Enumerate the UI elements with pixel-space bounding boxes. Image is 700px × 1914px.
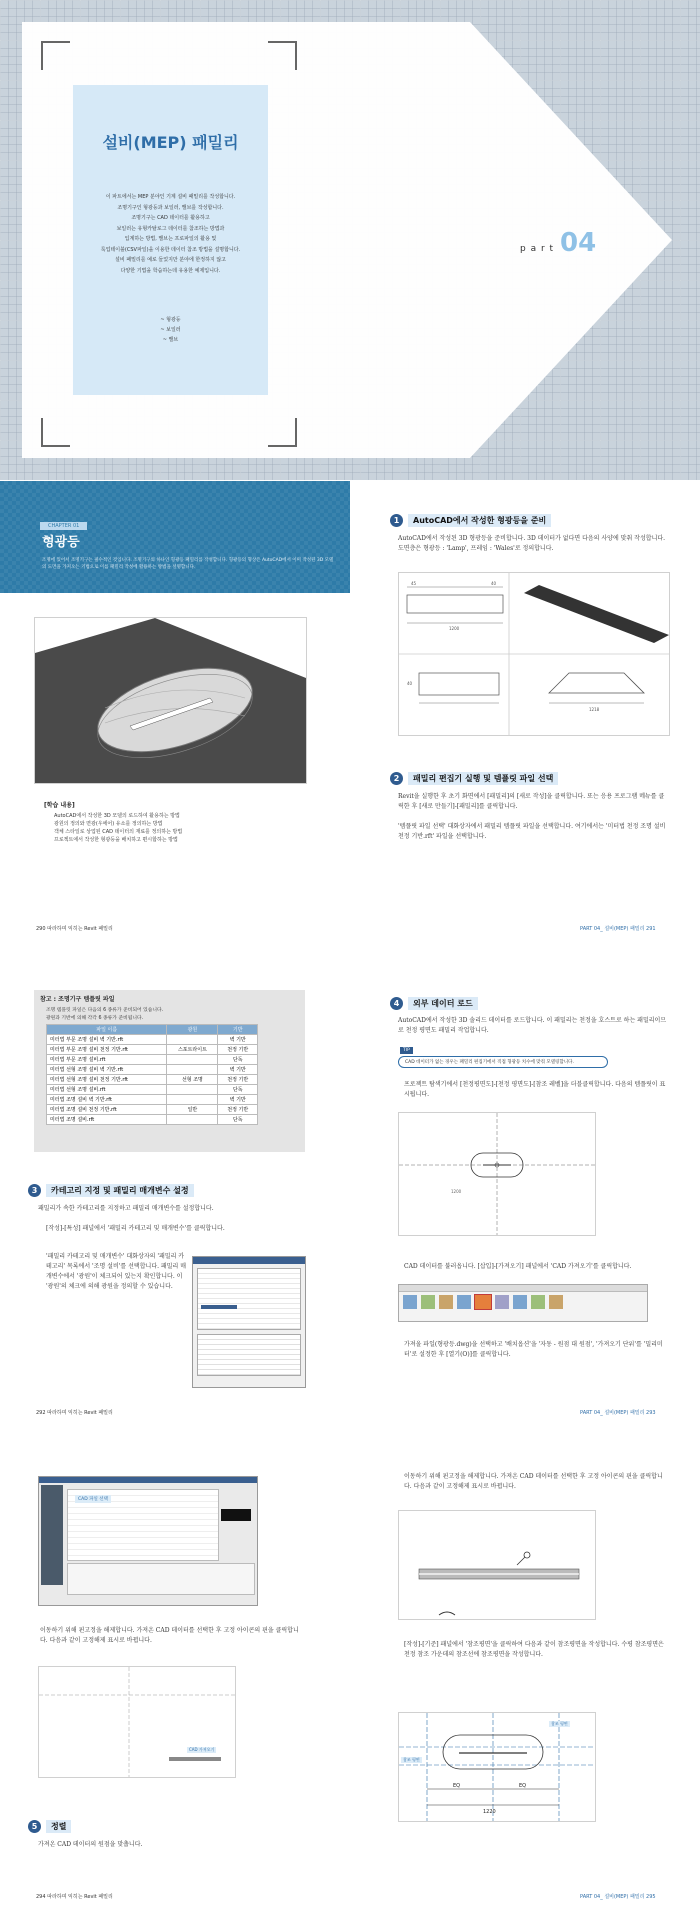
- figure-category-dialog: [192, 1256, 306, 1388]
- lamp-orthographic-drawings: [399, 573, 669, 735]
- table-cell: [167, 1115, 218, 1125]
- cad-file-callout: CAD 파일 선택: [75, 1495, 111, 1503]
- cover-intro-line: 다양한 기법을 학습하는데 유용한 예제입니다.: [120, 267, 221, 274]
- table-row: [47, 1045, 258, 1055]
- table-row: [47, 1115, 258, 1125]
- cover-bullet: ~ 밸브: [162, 337, 179, 343]
- table-row: [47, 1055, 258, 1065]
- ribbon-icon: [531, 1295, 545, 1309]
- learning-item: 객체 스타일로 상업된 CAD 데이터의 재료를 정의하는 방법: [54, 829, 183, 835]
- table-row: [47, 1085, 258, 1095]
- dialog-titlebar: [193, 1257, 305, 1264]
- table-cell: 벽 기반: [218, 1065, 258, 1075]
- dim-text: 1200: [449, 626, 460, 631]
- table-row: [47, 1105, 258, 1115]
- table-cell: 미터법 선형 조명 설비 벽 기반.rft: [47, 1065, 167, 1075]
- dialog-list-selected: [201, 1305, 237, 1309]
- cover-intro-line: 룩업테이블(CSV파일)을 이용한 데이터 참조 방법을 설명합니다.: [100, 246, 241, 253]
- section-4-body-4: 가져올 파일(형광등.dwg)을 선택하고 '배치옵션'을 '자동 - 원점 대 원점', '가져오기 단위'를 '밀리미터'로 설정한 후 [열기(O)]를 클릭합니다.: [404, 1341, 663, 1358]
- table-cell: 미터법 조명 설비 천정 기반.rft: [47, 1105, 167, 1115]
- table-cell: 천정 기반: [218, 1045, 258, 1055]
- section-number: 4: [390, 997, 403, 1010]
- ribbon-icon: [549, 1295, 563, 1309]
- section-title: 카테고리 지정 및 패밀리 매개변수 설정: [46, 1184, 194, 1197]
- table-cell: 미터법 부문 조명 설비 벽 기반.rft: [47, 1035, 167, 1045]
- dim-text: 40: [407, 681, 413, 686]
- table-cell: [167, 1085, 218, 1095]
- table-header: 파일 이름: [47, 1025, 167, 1035]
- ref-plane-callout: 참조 평면: [551, 1721, 568, 1726]
- lamp-3d-drawing: [35, 618, 306, 783]
- table-cell: 단독: [218, 1115, 258, 1125]
- table-cell: 천정 기반: [218, 1075, 258, 1085]
- footer-293: PART 04_ 설비(MEP) 패밀리 293: [580, 1410, 656, 1416]
- cover-intro-line: 조명기구는 CAD 데이터를 활용하고: [131, 215, 210, 221]
- table-cell: [167, 1065, 218, 1075]
- table-header: 기반: [218, 1025, 258, 1035]
- section-number: 3: [28, 1184, 41, 1197]
- ribbon-icon: [513, 1295, 527, 1309]
- table-cell: 미터법 부문 조명 설비.rft: [47, 1055, 167, 1065]
- cover-intro-line: 보일러는 유형카탈로그 데이터를 참조하는 방법과: [116, 225, 225, 232]
- section-4-body-5: [40, 1626, 306, 1646]
- tip-box: CAD 데이터가 없는 경우는 패밀리 편집기에서 직접 형광등 치수에 맞춰 모델링합니다.: [398, 1056, 608, 1068]
- figure-cad-import-dialog: [38, 1476, 258, 1606]
- section-number: 5: [28, 1820, 41, 1833]
- unpin-cad-drawing: [399, 1511, 595, 1619]
- template-box-desc: 조명 템플릿 파일은 다음의 6 종류가 준비되어 있습니다.: [46, 1008, 164, 1013]
- table-header-row: [47, 1025, 258, 1035]
- part-text: p a r t: [520, 244, 555, 254]
- dialog-titlebar: [39, 1477, 257, 1483]
- cover-intro-line: 입계하는 방법, 밸브는 프로파일의 활용 및: [124, 236, 217, 242]
- table-cell: 미터법 선형 조명 설비 천정 기반.rft: [47, 1075, 167, 1085]
- section-4-header: [390, 997, 478, 1010]
- dialog-list: [197, 1268, 301, 1330]
- template-box-title: 참고 : 조명기구 템플릿 파일: [40, 996, 115, 1003]
- eq-label: EQ: [519, 1783, 527, 1789]
- cover-intro-line: 이 파트에서는 MEP 분야인 기계 설비 패밀리를 작성합니다.: [105, 194, 236, 200]
- cover-bullet: ~ 형광등: [160, 317, 181, 323]
- section-title: 패밀리 편집기 실행 및 템플릿 파일 선택: [408, 772, 558, 785]
- section-5-body: 가져온 CAD 데이터의 원점을 맞춥니다.: [38, 1841, 143, 1848]
- footer-292: 292 따라하며 익히는 Revit 패밀리: [36, 1410, 113, 1416]
- eq-label: EQ: [453, 1783, 461, 1789]
- section-number: 1: [390, 514, 403, 527]
- ribbon-icon: [439, 1295, 453, 1309]
- dialog-preview: [221, 1509, 251, 1521]
- figure-lamp-drawings: [398, 572, 670, 736]
- cover-intro: [78, 192, 263, 276]
- cover-title: 설비(MEP) 패밀리: [102, 133, 239, 152]
- dialog-params: [197, 1334, 301, 1376]
- table-cell: [167, 1095, 218, 1105]
- table-header: 광원: [167, 1025, 218, 1035]
- ribbon-icons: [399, 1292, 647, 1312]
- page295-body-1: 이동하기 위해 핀고정을 해제합니다. 가져온 CAD 데이터를 선택한 후 고정 아이콘의 핀을 클릭합니다. 다음과 같이 고정해제 표시로 바뀝니다.: [404, 1473, 663, 1490]
- figure-loaded-cad: [38, 1666, 236, 1778]
- dim-text: 1200: [451, 1189, 462, 1194]
- figure-3d-lamp: [34, 617, 307, 784]
- section-title: AutoCAD에서 작성한 형광등을 준비: [408, 514, 551, 527]
- section-1-body: AutoCAD에서 작성된 3D 형광등을 준비합니다. 3D 데이터가 없다면 다음의 사양에 맞춰 작성합니다. 도면층은 형광등 : 'Lamp', 프레임 : 'Wales'로 정의합니다.: [398, 535, 666, 552]
- section-3-header: [28, 1184, 194, 1197]
- part-number: 04: [560, 228, 597, 258]
- figure-insert-ribbon: [398, 1284, 648, 1322]
- table-row: [47, 1065, 258, 1075]
- section-title: 정렬: [46, 1820, 71, 1833]
- footer-290: 290 따라하며 익히는 Revit 패밀리: [36, 926, 113, 932]
- template-info-box: [34, 990, 305, 1152]
- section-5-header: [28, 1820, 71, 1833]
- part-label: [520, 228, 596, 258]
- section-2-body-2: '템플릿 파일 선택' 대화상자에서 패밀리 템플릿 파일을 선택합니다. 여기에서는 '미터법 천정 조명 설비 천정 기반.rft' 파일을 선택합니다.: [398, 823, 666, 840]
- section-number: 2: [390, 772, 403, 785]
- dialog-options: [67, 1563, 255, 1595]
- learning-box: [44, 800, 324, 844]
- table-cell: 천정 기반: [218, 1105, 258, 1115]
- ribbon-icon: [457, 1295, 471, 1309]
- learning-item: AutoCAD에서 작성한 3D 모델의 로드하여 활용하는 방법: [54, 813, 180, 819]
- figure-unpin-cad: [398, 1510, 596, 1620]
- table-cell: 미터법 조명 설비.rft: [47, 1115, 167, 1125]
- learning-item: 프로젝트에서 작성한 형광등을 배치하고 편시합하는 방법: [54, 837, 178, 843]
- section-4-body-3: CAD 데이터를 불러옵니다. [삽입]-[가져오기] 패널에서 'CAD 가져오기'를 클릭합니다.: [404, 1263, 632, 1270]
- table-cell: 선형 조명: [167, 1075, 218, 1085]
- cover-bullet: ~ 보일러: [160, 327, 181, 333]
- section-4-body-1: AutoCAD에서 작성한 3D 솔리드 데이터를 로드합니다. 이 패밀리는 천정을 호스트로 하는 패밀리이므로 천정 평면도 패밀리 작업합니다.: [398, 1017, 667, 1034]
- chapter-badge: CHAPTER 01: [40, 522, 87, 530]
- footer-295: PART 04_ 설비(MEP) 패밀리 295: [580, 1894, 656, 1900]
- learning-item: 광원의 정의와 면광(우에어) 유소를 정의하는 방법: [54, 821, 163, 827]
- table-cell: [167, 1055, 218, 1065]
- dialog-sidebar: [41, 1485, 63, 1585]
- section-2-body-1: Revit을 실행한 후 초기 화면에서 [패밀리]의 [새로 작성]을 클릭합니다. 또는 응용 프로그램 메뉴를 클릭한 후 [새로 만들기]-[패밀리]를 클릭합니다.: [398, 793, 665, 810]
- table-cell: 벽 기반: [218, 1095, 258, 1105]
- section-3-body-3: '패밀리 카테고리 및 매개변수' 대화상자의 '패밀리 카테고리' 목록에서 '조명 설비'를 선택합니다. 패밀리 매개변수에서 '광원'이 체크되어 있는지 확인합니다. 이 '광원'의 체크에 의해 광원을 정의할 수 있습니다.: [46, 1253, 187, 1290]
- tip-label: TIP: [400, 1047, 413, 1054]
- table-cell: 벽 기반: [218, 1035, 258, 1045]
- table-cell: 미터법 부문 조명 설비 천정 기반.rft: [47, 1045, 167, 1055]
- figure-ceiling-plan: [398, 1112, 596, 1236]
- dim-label: 1220: [483, 1809, 496, 1815]
- table-cell: 미터법 조명 설비 벽 기반.rft: [47, 1095, 167, 1105]
- page295-body-2: [작성]-[기준] 패널에서 '참조평면'을 클릭하여 다음과 같이 참조평면을 작성합니다. 수평 참조평면은 천정 참조 가운데의 참조선에 참조평면을 작성합니다.: [404, 1641, 664, 1658]
- footer-294: 294 따라하며 익히는 Revit 패밀리: [36, 1894, 113, 1900]
- template-table: [46, 1024, 258, 1125]
- cad-import-icon[interactable]: [475, 1295, 491, 1309]
- cad-load-callout: CAD 가져오기: [189, 1747, 215, 1752]
- ceiling-plan-drawing: [399, 1113, 595, 1235]
- table-cell: 미터법 선형 조명 설비.rft: [47, 1085, 167, 1095]
- section-4-body-2: 프로젝트 탐색기에서 [천정평면도]-[천정 평면도]-[참조 레벨]을 더블클릭합니다. 다음의 템플릿이 표시됩니다.: [404, 1081, 666, 1098]
- reference-planes-drawing: [399, 1713, 595, 1821]
- section-2-header: [390, 772, 558, 785]
- section-title: 외부 데이터 로드: [408, 997, 478, 1010]
- table-cell: 단독: [218, 1085, 258, 1095]
- table-row: [47, 1035, 258, 1045]
- ribbon-icon: [403, 1295, 417, 1309]
- ref-plane-callout: 참조 평면: [403, 1757, 420, 1762]
- table-cell: 단독: [218, 1055, 258, 1065]
- table-cell: 스포트라이트: [167, 1045, 218, 1055]
- cover-intro-line: 설비 패밀리를 예로 들었지만 분야에 한정하지 않고: [115, 257, 226, 263]
- section-3-body-2: [작성]-[특성] 패널에서 '패밀리 카테고리 및 매개변수'를 클릭합니다.: [46, 1225, 225, 1232]
- body-text: 이동하기 위해 핀고정을 해제합니다. 가져온 CAD 데이터를 선택한 후 고정 아이콘의 핀을 클릭합니다. 다음과 같이 고정해제 표시로 바뀝니다.: [40, 1627, 299, 1644]
- dim-text: 1218: [589, 707, 600, 712]
- cover-intro-line: 조명기구인 형광등과 보일러, 밸브를 작성합니다.: [117, 204, 224, 211]
- chapter-title: 형광등: [42, 535, 80, 550]
- dim-text: 40: [491, 581, 497, 586]
- loaded-cad-drawing: [39, 1667, 235, 1777]
- table-row: [47, 1075, 258, 1085]
- figure-reference-planes: [398, 1712, 596, 1822]
- footer-291: PART 04_ 설비(MEP) 패밀리 291: [580, 926, 656, 932]
- table-cell: [167, 1035, 218, 1045]
- chapter-desc: 조명에 있어서 조명기구는 필수적인 것입니다. 조명기구의 하나인 형광등 패밀리를 작성합니다. 형광등의 형상은 AutoCAD에서 이미 작성된 3D 모델의 도면을 가져오는 기법으로 이를 패밀리 작성에 활용하는 방법을 설명합니다.: [42, 558, 334, 570]
- ribbon-icon: [495, 1295, 509, 1309]
- section-1-header: [390, 514, 551, 527]
- ribbon-icon: [421, 1295, 435, 1309]
- table-row: [47, 1095, 258, 1105]
- section-3-body-1: 패밀리가 속한 카테고리를 지정하고 패밀리 매개변수를 설정합니다.: [38, 1205, 214, 1212]
- learning-title: [학습 내용]: [44, 802, 75, 809]
- table-cell: 일반: [167, 1105, 218, 1115]
- dim-text: 45: [411, 581, 417, 586]
- template-box-desc: 광원과 기반에 의해 각각 6 종류가 준비됩니다.: [46, 1016, 144, 1021]
- ribbon-tabs: [399, 1285, 647, 1292]
- cover-bullets: [73, 315, 268, 345]
